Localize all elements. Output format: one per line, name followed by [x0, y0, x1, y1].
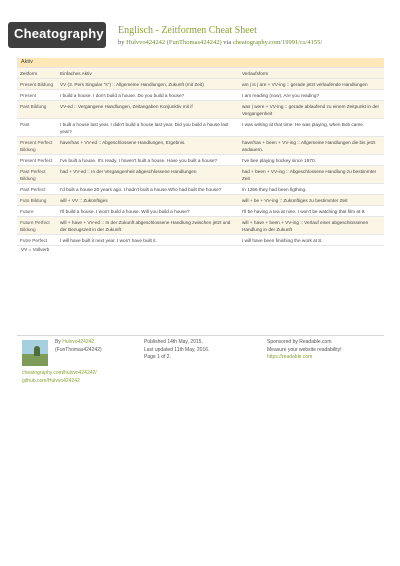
- row-simple: I build a house. I don't build a house. Do you build a house?: [57, 90, 239, 101]
- sheet-title: Englisch - Zeitformen Cheat Sheet: [118, 25, 257, 36]
- row-term: Futo Bildung: [17, 195, 57, 206]
- author-avatar[interactable]: [22, 340, 48, 366]
- table-row: [17, 79, 384, 90]
- column-header-term: Zeitform: [17, 68, 57, 79]
- sponsor-prefix: Sponsored by: [267, 339, 300, 345]
- table-row: [17, 195, 384, 206]
- row-progressive: have/has + been + VV-ing :: Allgemeine Handlungen die bis jetzt andauern.: [239, 137, 384, 155]
- author-link[interactable]: Hulvvo424242 (FunThomas424242): [126, 39, 222, 46]
- row-simple: had + VV-ed :: In der Vergangenheit abgeschlossene Handlungen: [57, 166, 239, 184]
- row-progressive: I was writing at that time. He was playing, when Bob came.: [239, 119, 384, 137]
- sponsor-tagline: Measure your website readability!: [267, 346, 342, 353]
- row-term: Present Perfect: [17, 155, 57, 166]
- table-row: [17, 101, 384, 119]
- row-term: Past: [17, 119, 57, 137]
- row-progressive: am | is | are + VV-ing :: gerade jetzt verlaufende Handlungen: [239, 79, 384, 90]
- footer-handle: (FunThomas424242): [55, 346, 102, 353]
- published-date: Published 14th May, 2015.: [144, 339, 203, 345]
- table-row: [17, 184, 384, 195]
- row-simple: will + VV :: Zukünftiges: [57, 195, 239, 206]
- sponsor-name[interactable]: Readable.com: [299, 339, 332, 345]
- row-term: Present Perfect Bildung: [17, 137, 57, 155]
- row-term: Present: [17, 90, 57, 101]
- footnote: VV = Vollverb: [17, 245, 384, 254]
- footer-github-link[interactable]: github.com/Hulvvo424242: [22, 377, 80, 384]
- table-row: [17, 166, 384, 184]
- row-progressive: had + been + VV-ing :: Abgeschlossene Handlung zu bestimmter Zeit: [239, 166, 384, 184]
- table-row: [17, 90, 384, 101]
- row-simple: will + have + VV-ed :: In der Zukunft abgeschlossene Handlung zwischen jetzt und der Bezugszeit in der Zukunft: [57, 217, 239, 235]
- row-simple: have/has + VV-ed :: Abgeschlossene Handlungen, Ergebnis.: [57, 137, 239, 155]
- updated-date: Last updated 11th May, 2016.: [144, 346, 210, 353]
- row-simple: I will have built it next year. I won't have built it.: [57, 235, 239, 246]
- page-footer: [17, 335, 384, 395]
- row-term: Past Perfect: [17, 184, 57, 195]
- footer-author-block: [55, 339, 102, 354]
- table-header-row: [17, 68, 384, 79]
- page-count: Page 1 of 2.: [144, 354, 171, 360]
- row-progressive: will + be + VV-ing :: Zukünftiges zu bestimmter Zeit: [239, 195, 384, 206]
- sponsor-url-link[interactable]: https://readable.com: [267, 354, 313, 360]
- row-simple: VV (3. Pers Singular "s") :: Allgemeine Handlungen, Zukunft (mit Zeit): [57, 79, 239, 90]
- row-simple: I built a house last year. I didn't build a house last year. Did you build a house last year?: [57, 119, 239, 137]
- page-header: [0, 0, 400, 66]
- byline: [118, 39, 322, 46]
- row-term: Past Perfect Bildung: [17, 166, 57, 184]
- footer-by-label: By: [55, 339, 63, 345]
- row-progressive: I've bee playing hockey since 1970.: [239, 155, 384, 166]
- sponsor-line: [267, 339, 341, 347]
- footer-dates-block: [144, 339, 209, 362]
- row-progressive: I will have been finishing the work at 8.: [239, 235, 384, 246]
- row-term: Present Bildung: [17, 79, 57, 90]
- table-row: [17, 235, 384, 246]
- row-progressive: I am reading (now). Are you reading?: [239, 90, 384, 101]
- row-term: Past Bildung: [17, 101, 57, 119]
- column-header-simple: Einfaches Aktiv: [57, 68, 239, 79]
- section-title: Aktiv: [17, 58, 384, 67]
- row-term: Futre Perfect: [17, 235, 57, 246]
- table-row: [17, 119, 384, 137]
- table-row: [17, 155, 384, 166]
- tense-table: [17, 67, 384, 245]
- avatar-tree: [34, 346, 40, 356]
- table-row: [17, 217, 384, 235]
- logo-text: Cheatography: [14, 26, 104, 41]
- row-simple: I've built a house. It's ready. I haven't built a house. Have you built a house?: [57, 155, 239, 166]
- column-header-progressive: Verlaufsform: [239, 68, 384, 79]
- table-row: [17, 137, 384, 155]
- row-simple: I'd built a house 20 years ago. I hadn't built a house.Who had built the house?: [57, 184, 239, 195]
- footer-links: [22, 370, 97, 385]
- cheatography-logo[interactable]: [8, 22, 106, 48]
- row-term: Future Perfect Bildung: [17, 217, 57, 235]
- footer-sponsor-block: [267, 339, 341, 362]
- via-text: via: [221, 39, 233, 46]
- footer-author-line: [55, 339, 102, 347]
- footer-profile-link[interactable]: cheatography.com/hulvvo424242/: [22, 370, 97, 376]
- row-simple: I'll build a house. I won't build a house. Will you build a house?: [57, 206, 239, 217]
- table-row: [17, 206, 384, 217]
- by-prefix: by: [118, 39, 127, 46]
- row-simple: VV-ed :: Vergangene Handlungen, Zeitangaben Konjunktiv mit if: [57, 101, 239, 119]
- footer-author-link[interactable]: Hulvvo424242: [62, 339, 95, 345]
- row-progressive: was | were + VV-ing :: gerade ablaufend zu einem Zeitpunkt in der Vergangenheit: [239, 101, 384, 119]
- row-term: Future: [17, 206, 57, 217]
- cheat-sheet-section: [17, 58, 384, 254]
- row-progressive: In 1266 they had been figthing.: [239, 184, 384, 195]
- row-progressive: I'll be having a tea at nine. I won't be watching that film at 9.: [239, 206, 384, 217]
- row-progressive: will + have + been + VV-ing :: Verlauf einer abgeschlossenen Handlung in der Zukunft: [239, 217, 384, 235]
- sheet-url-link[interactable]: cheatography.com/19991/cs/4155/: [232, 39, 323, 46]
